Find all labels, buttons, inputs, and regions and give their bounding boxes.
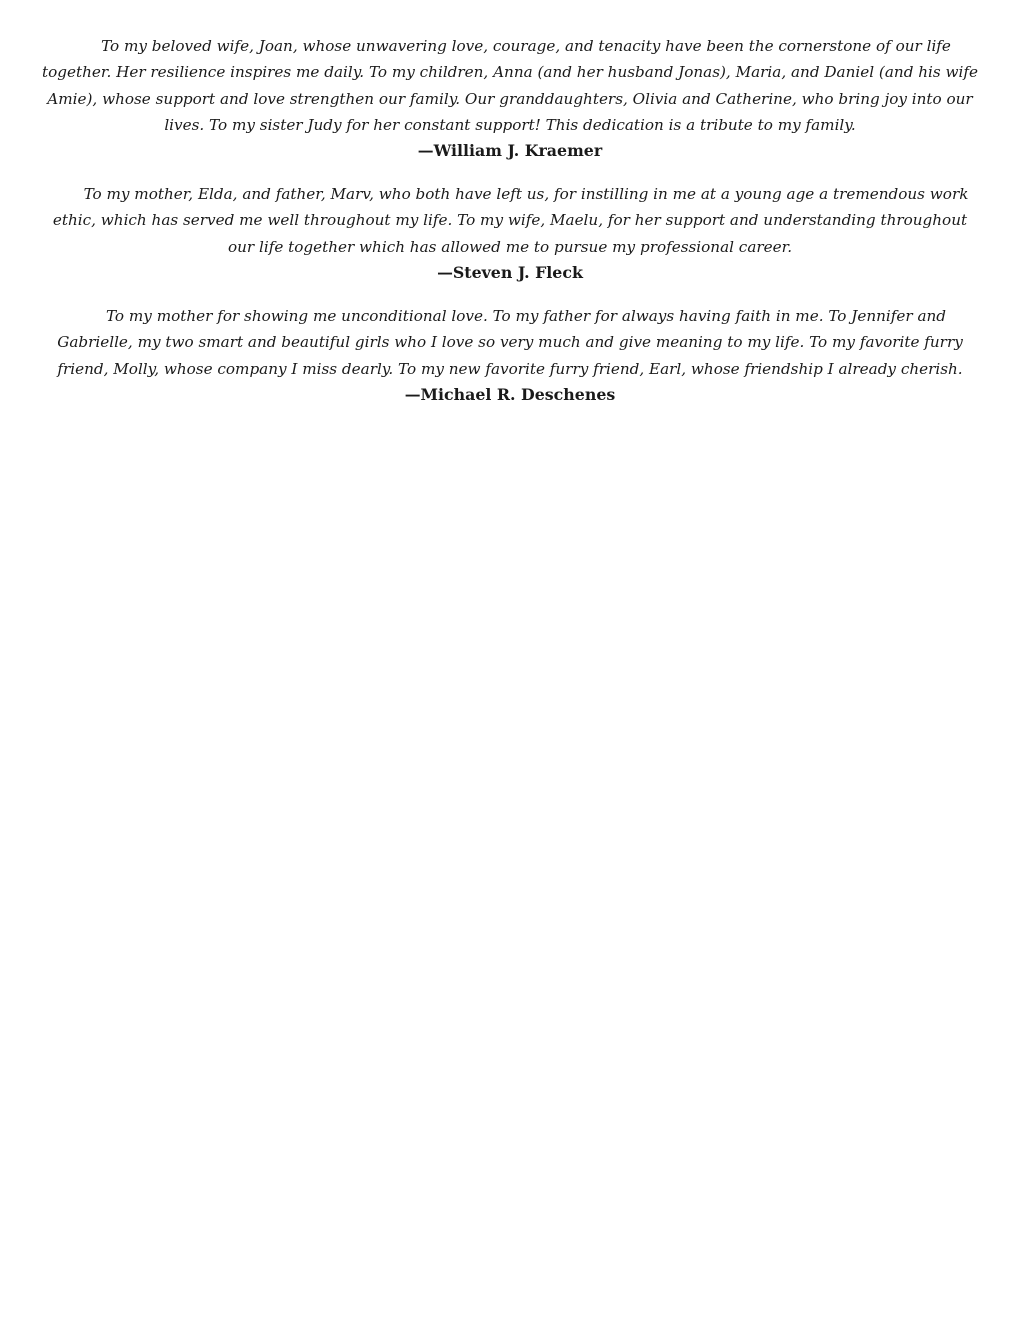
dedication-fleck — [38, 181, 982, 286]
dedication-kraemer — [38, 33, 982, 164]
dedication-deschenes — [38, 303, 982, 408]
dedication-author: —Steven J. Fleck — [437, 263, 583, 283]
dedication-text: To my mother, Elda, and father, Marv, who both have left us, for instilling in me at a young age a tremendous work ethic, which has served me well throughout my life. To my wife, Maelu, for her support and understanding throughout our life together which has allowed me to pursue my professional career. — [52, 185, 969, 256]
dedication-page — [38, 33, 982, 425]
dedication-text: To my mother for showing me unconditional love. To my father for always having faith in me. To Jennifer and Gabrielle, my two smart and beautiful girls who I love so very much and give meaning to my life. To my favorite furry friend, Molly, whose company I miss dearly. To my new favorite furry friend, Earl, whose friendship I already cherish. — [57, 307, 963, 378]
dedication-text: To my beloved wife, Joan, whose unwavering love, courage, and tenacity have been the cornerstone of our life together. Her resilience inspires me daily. To my children, Anna (and her husband Jonas), Maria, and Daniel (and his wife Amie), whose support and love strengthen our family. Our granddaughters, Olivia and Catherine, who bring joy into our lives. To my sister Judy for her constant support! This dedication is a tribute to my family. — [42, 37, 978, 134]
dedication-author: —William J. Kraemer — [417, 141, 603, 161]
dedication-author: —Michael R. Deschenes — [404, 384, 616, 404]
